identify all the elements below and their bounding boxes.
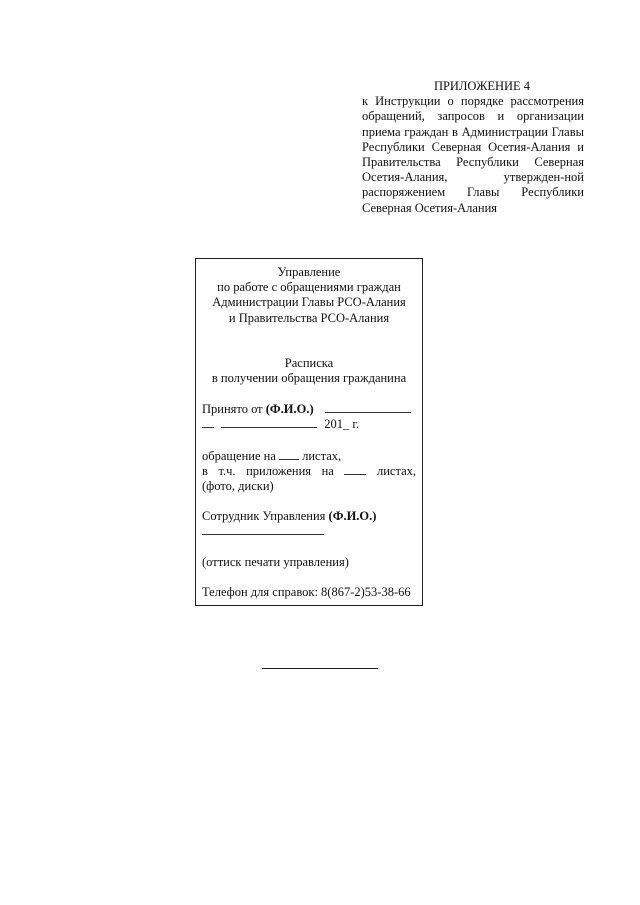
appeal-pages-blank bbox=[279, 449, 299, 460]
receipt-title-line-2: в получении обращения гражданина bbox=[211, 371, 407, 386]
attachments-suffix: листах, bbox=[377, 463, 417, 478]
appeal-section bbox=[202, 449, 416, 495]
attachments-line bbox=[202, 464, 416, 479]
appendix-body: к Инструкции о порядке рассмотрения обращений, запросов и организации приема граждан в Администрации Главы Республики Северная Осетия-Алания и Правительства Республики Северная Осетия-Алания, утвержден-ной распоряжением Главы Республики Северная Осетия-Алания bbox=[362, 94, 584, 215]
bottom-divider bbox=[262, 668, 378, 669]
employee-blank bbox=[202, 524, 324, 535]
employee-section bbox=[202, 509, 416, 539]
appeal-pages-line bbox=[202, 449, 416, 464]
date-year-text: 201_ г. bbox=[324, 417, 360, 432]
appendix-block bbox=[362, 79, 584, 216]
date-line bbox=[202, 417, 416, 432]
receipt-header bbox=[202, 265, 416, 326]
receipt-title-line-1: Расписка bbox=[284, 355, 334, 370]
accepted-from-label: Принято от bbox=[202, 402, 266, 417]
phone-line: Телефон для справок: 8(867-2)53-38-66 bbox=[202, 584, 411, 599]
receipt-form bbox=[195, 258, 423, 606]
attachments-label: в т.ч. приложения на bbox=[202, 463, 345, 478]
attachments-note: (фото, диски) bbox=[202, 479, 274, 494]
employee-line bbox=[202, 509, 416, 524]
attachments-blank bbox=[344, 464, 366, 475]
receipt-title bbox=[202, 356, 416, 386]
appendix-title: ПРИЛОЖЕНИЕ 4 bbox=[433, 79, 531, 93]
employee-label: Сотрудник Управления bbox=[202, 509, 329, 524]
appeal-pages-label: обращение на bbox=[202, 448, 279, 463]
accepted-from-blank bbox=[325, 402, 411, 413]
header-line-1: Управление bbox=[277, 265, 341, 279]
date-month-blank bbox=[221, 417, 317, 428]
date-day-blank bbox=[202, 417, 214, 428]
accepted-from-fio: (Ф.И.О.) bbox=[265, 402, 314, 417]
header-line-4: и Правительства РСО-Алания bbox=[228, 310, 390, 325]
employee-fio: (Ф.И.О.) bbox=[328, 509, 377, 524]
appeal-pages-suffix: листах, bbox=[299, 448, 342, 463]
employee-blank-row bbox=[202, 524, 416, 539]
stamp-note: (оттиск печати управления) bbox=[202, 554, 349, 569]
accepted-from-section bbox=[202, 402, 416, 432]
accepted-from-line bbox=[202, 402, 416, 417]
header-line-3: Администрации Главы РСО-Алания bbox=[212, 295, 406, 310]
header-line-2: по работе с обращениями граждан bbox=[217, 280, 401, 295]
